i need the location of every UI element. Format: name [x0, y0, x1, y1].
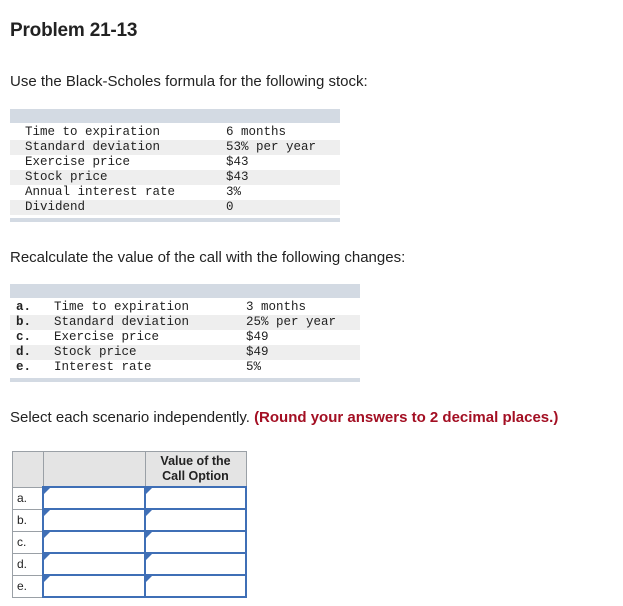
change-row: d. Stock price $49 — [10, 345, 360, 360]
stock-data-table — [10, 109, 340, 222]
scenario-dropdown[interactable] — [43, 575, 145, 597]
instruction-text — [10, 409, 558, 426]
scenario-dropdown[interactable] — [43, 553, 145, 575]
instruction-plain: Select each scenario independently. — [10, 409, 250, 426]
table-row — [13, 487, 247, 509]
changes-table — [10, 284, 360, 382]
instruction-emphasis: (Round your answers to 2 decimal places.) — [254, 409, 559, 426]
table-row — [13, 553, 247, 575]
scenario-dropdown[interactable] — [43, 531, 145, 553]
row-label: d. — [13, 553, 44, 575]
row-label: c. — [13, 531, 44, 553]
call-value-input[interactable] — [145, 509, 246, 531]
scenario-dropdown[interactable] — [43, 487, 145, 509]
table-row — [13, 531, 247, 553]
intro-text: Use the Black-Scholes formula for the following stock: — [10, 73, 368, 90]
header-blank — [13, 452, 44, 488]
stock-row: Exercise price $43 — [25, 155, 249, 169]
row-label: a. — [13, 487, 44, 509]
stock-row: Annual interest rate 3% — [25, 185, 242, 199]
header-blank — [43, 452, 145, 488]
answer-table — [12, 451, 247, 598]
stock-row: Dividend 0 — [10, 200, 340, 215]
call-value-input[interactable] — [145, 531, 246, 553]
stock-row: Standard deviation 53% per year — [10, 140, 340, 155]
row-label: b. — [13, 509, 44, 531]
value-column-header — [145, 452, 246, 488]
call-value-input[interactable] — [145, 575, 246, 597]
change-row: c. Exercise price $49 — [16, 330, 269, 344]
change-row: b. Standard deviation 25% per year — [10, 315, 360, 330]
change-row: e. Interest rate 5% — [16, 360, 262, 374]
table-row — [13, 509, 247, 531]
call-value-input[interactable] — [145, 553, 246, 575]
stock-row: Stock price $43 — [10, 170, 340, 185]
change-row: a. Time to expiration 3 months — [16, 300, 307, 314]
header-line-1: Value of the — [160, 454, 231, 468]
row-label: e. — [13, 575, 44, 597]
recalc-text: Recalculate the value of the call with the following changes: — [10, 249, 406, 266]
call-value-input[interactable] — [145, 487, 246, 509]
scenario-dropdown[interactable] — [43, 509, 145, 531]
stock-row: Time to expiration 6 months — [25, 125, 287, 139]
header-line-2: Call Option — [162, 469, 229, 483]
page-title: Problem 21-13 — [10, 20, 138, 41]
table-row — [13, 575, 247, 597]
